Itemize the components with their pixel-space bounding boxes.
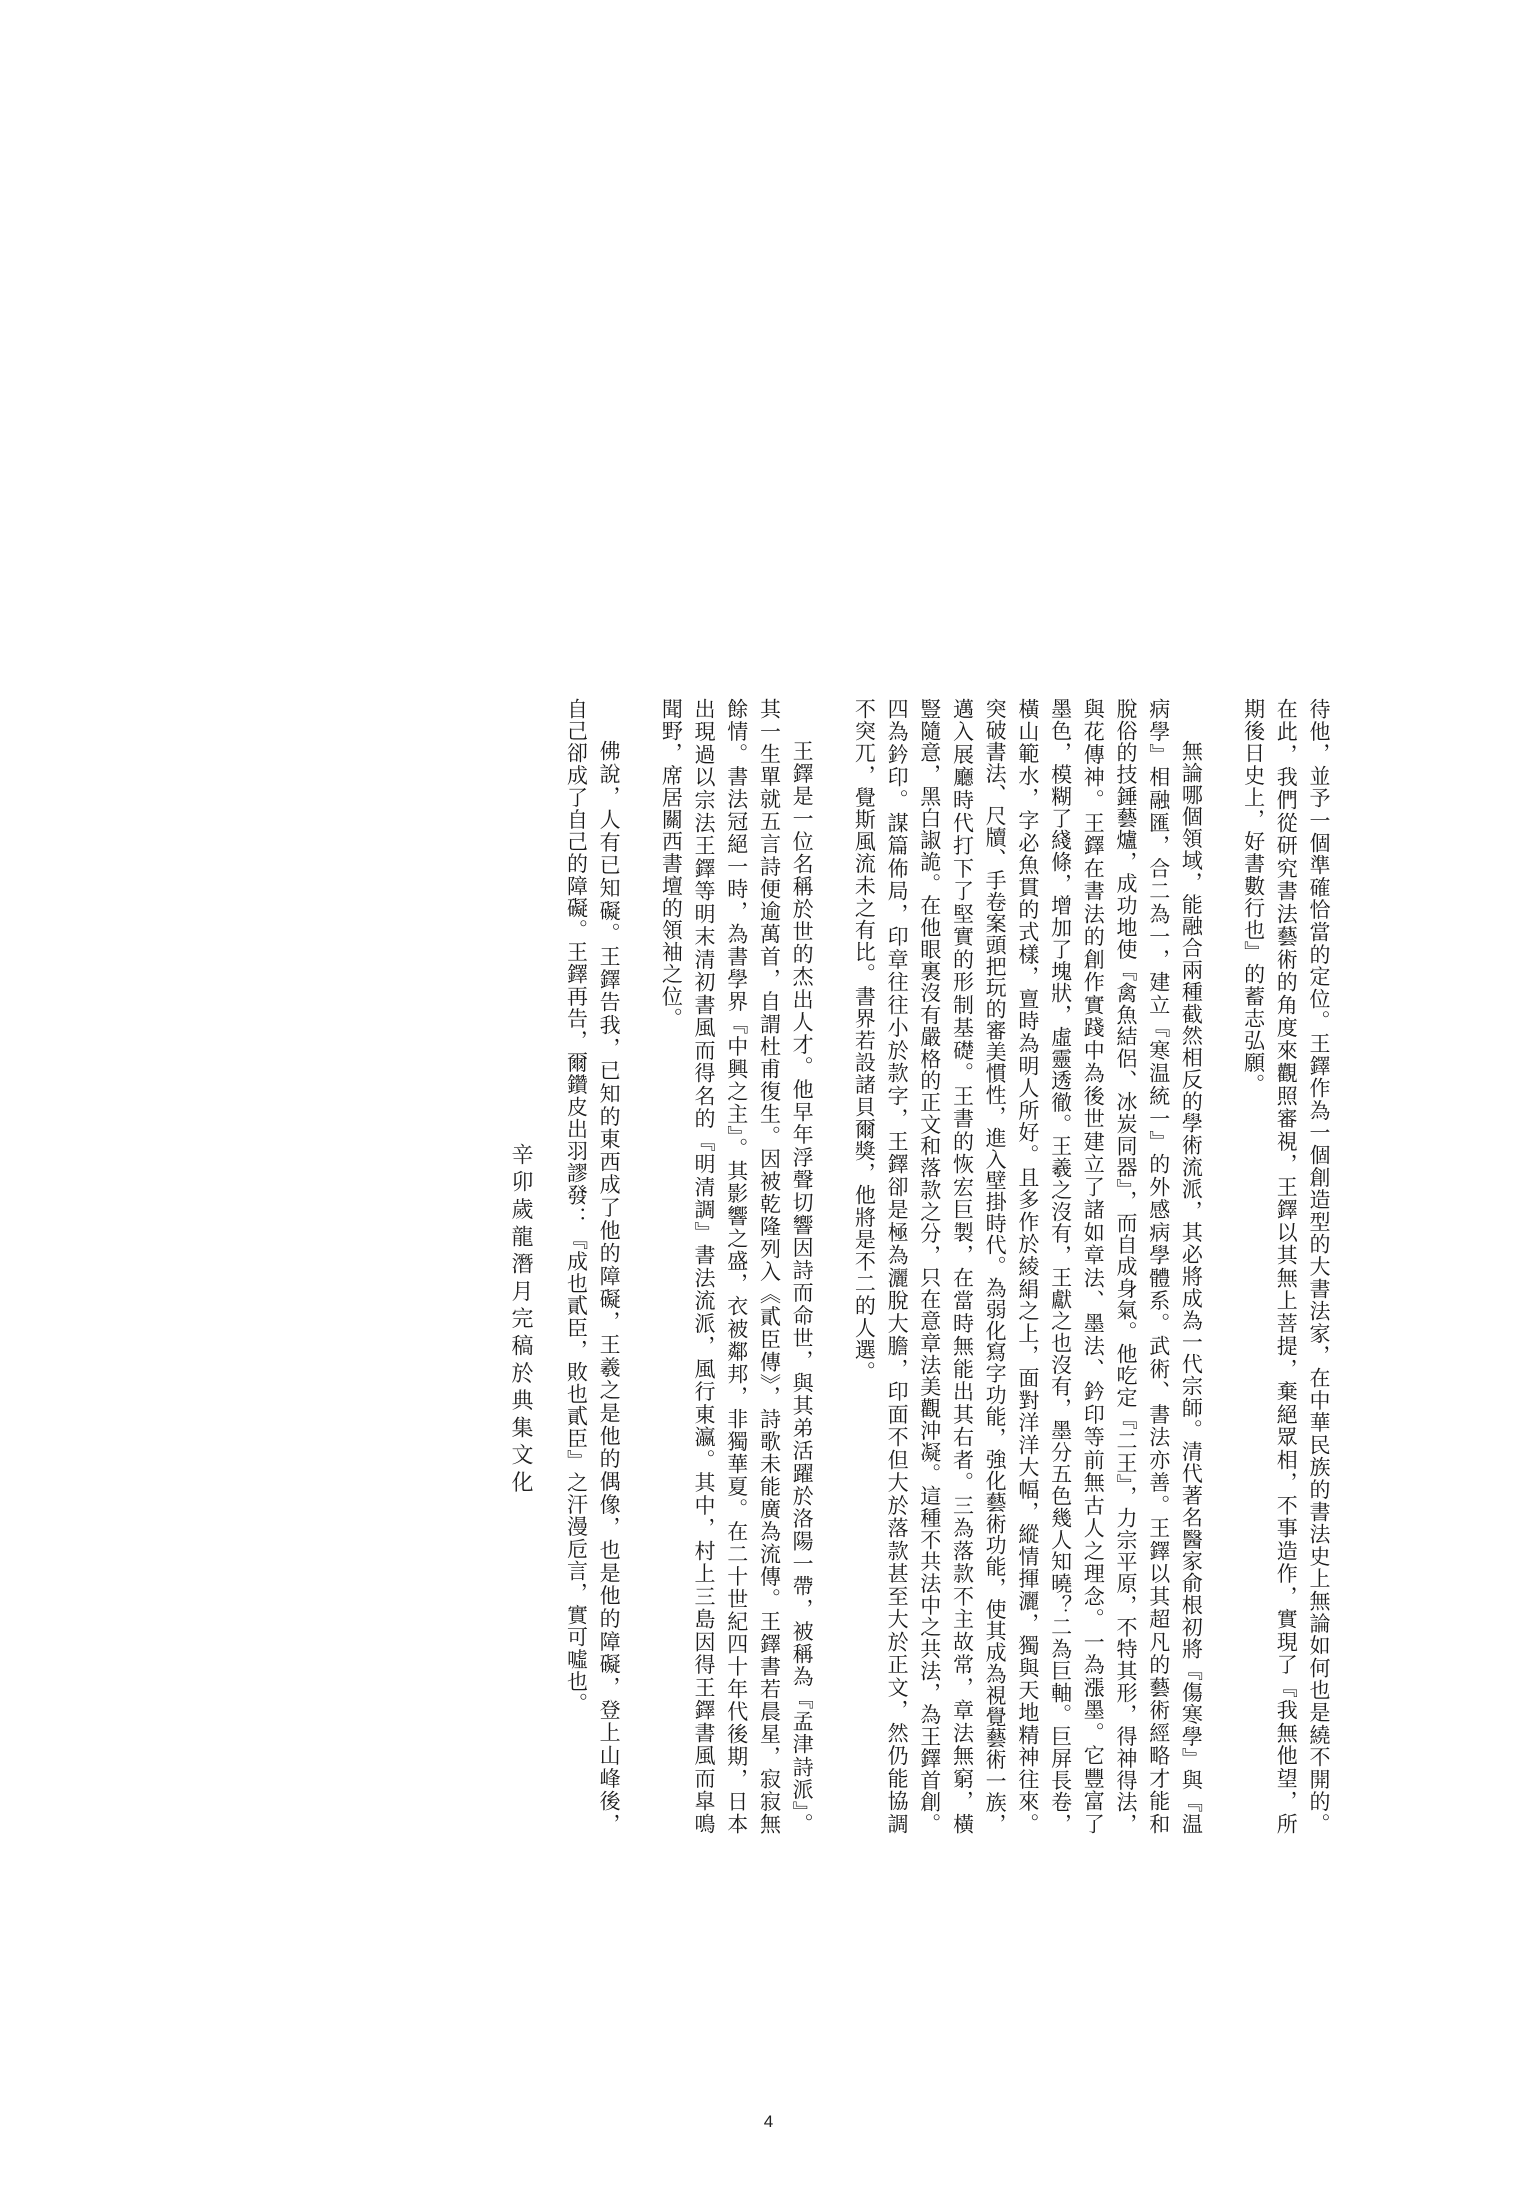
text-column: 聞野，席居關西書壇的領袖之位。 <box>659 698 684 1030</box>
text-column: 其一生單就五言詩便逾萬首，自謂杜甫復生。因被乾隆列入《貳臣傳》，詩歌未能廣為流傳。王鐸書若晨星，寂寂無 <box>757 698 782 1834</box>
text-column: 佛說，人有已知礙。王鐸告我，已知的東西成了他的障礙，王羲之是他的偶像，也是他的障礙，登上山峰後， <box>597 740 622 1834</box>
text-column: 豎隨意，黑白諔詭。在他眼裏沒有嚴格的正文和落款之分，只在意章法美觀沖凝。這種不共法中之共法，為王鐸首創。 <box>917 698 942 1834</box>
text-column: 在此，我們從研究書法藝術的角度來觀照審視，王鐸以其無上菩提，棄絕眾相，不事造作，實現了『我無他望，所 <box>1274 698 1299 1834</box>
paragraph-3 <box>655 698 819 1834</box>
vertical-text-body <box>560 698 1335 1834</box>
text-column: 與花傳神。王鐸在書法的創作實踐中為後世建立了諸如章法、墨法、鈐印等前無古人之理念。一為漲墨。它豐富了 <box>1081 698 1106 1834</box>
text-column: 病學』相融匯，合二為一，建立『寒温統一』的外感病學體系。武術、書法亦善。王鐸以其超凡的藝術經略才能和 <box>1146 698 1171 1834</box>
text-column: 橫山範水，字必魚貫的式樣，亶時為明人所好。且多作於綾絹之上，面對洋洋大幅，縱情揮灑，獨與天地精神往來。 <box>1015 698 1040 1834</box>
text-column: 墨色，模糊了綫條，增加了塊狀，虛靈透徹。王羲之沒有，王獻之也沒有，墨分五色幾人知曉？二為巨軸。巨屏長卷， <box>1048 698 1073 1834</box>
paragraph-2 <box>848 698 1208 1834</box>
paragraph-4 <box>560 698 625 1834</box>
text-column: 無論哪個領域，能融合兩種截然相反的學術流派，其必將成為一代宗師。清代著名醫家俞根初將『傷寒學』與『温 <box>1179 740 1204 1834</box>
text-column: 四為鈐印。謀篇佈局，印章往往小於款字，王鐸卻是極為灑脫大膽，印面不但大於落款甚至大於正文，然仍能協調 <box>885 698 910 1834</box>
text-column: 邁入展廳時代打下了堅實的形制基礎。王書的恢宏巨製，在當時無能出其右者。三為落款不主故常，章法無窮，橫 <box>950 698 975 1834</box>
text-column: 王鐸是一位名稱於世的杰出人才。他早年浮聲切響因詩而命世，與其弟活躍於洛陽一帶，被稱為『孟津詩派』。 <box>790 740 815 1834</box>
paragraph-1 <box>1237 698 1335 1834</box>
text-column: 不突兀，覺斯風流未之有比。書界若設諸貝爾獎，他將是不二的人選。 <box>852 698 877 1384</box>
text-column: 自己卻成了自己的障礙。王鐸再告，爾鑽皮出羽謬發：『成也貳臣，敗也貳臣』之汗漫卮言，實可噓也。 <box>564 698 589 1715</box>
text-column: 脫俗的技錘藝爐，成功地使『禽魚結侶、冰炭同器』，而自成身氣。他吃定『二王』，力宗平原，不特其形，得神得法， <box>1113 698 1138 1834</box>
text-column: 突破書法、尺牘、手卷案頭把玩的審美慣性，進入壁掛時代。為弱化寫字功能，強化藝術功能，使其成為視覺藝術一族， <box>983 698 1008 1834</box>
text-column: 出現過以宗法王鐸等明末清初書風而得名的『明清調』書法流派，風行東瀛。其中，村上三島因得王鐸書風而皐鳴 <box>692 698 717 1834</box>
page-number: 4 <box>763 2112 774 2131</box>
text-column: 期後日史上，好書數行也』的蓄志弘願。 <box>1241 698 1266 1096</box>
signature-colophon: 辛卯歲龍潛月完稿於典集文化 <box>508 1143 533 1498</box>
text-column: 餘情。書法冠絕一時，為書學界『中興之主』。其影響之盛，衣被鄰邦，非獨華夏。在二十世紀四十年代後期，日本 <box>724 698 749 1834</box>
text-column: 待他，並予一個準確恰當的定位。王鐸作為一個創造型的大書法家，在中華民族的書法史上無論如何也是繞不開的。 <box>1307 698 1331 1834</box>
